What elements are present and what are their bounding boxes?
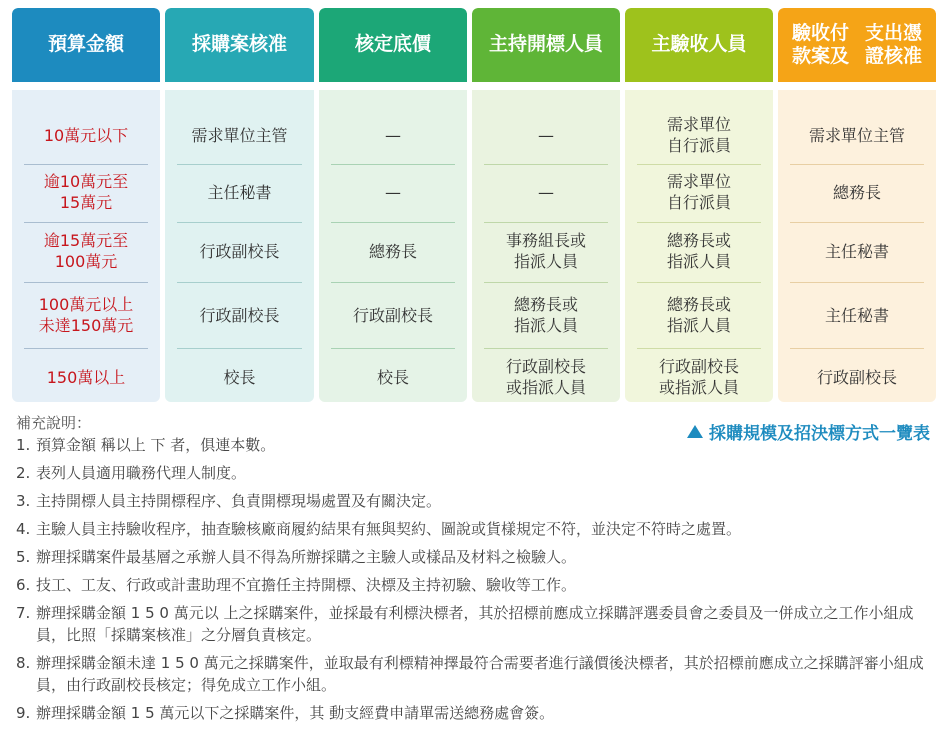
row-divider	[484, 164, 608, 165]
row-divider	[331, 222, 455, 223]
table-cell: 校長	[223, 367, 256, 387]
note-item	[16, 518, 932, 540]
note-number: 2.	[16, 464, 31, 482]
note-text: 主持開標人員主持開標程序、負責開標現場處置及有關決定。	[36, 492, 442, 510]
note-text: 主驗人員主持驗收程序，抽查驗核廠商履約結果有無與契約、圖說或貨樣規定不符，並決定不符時之處置。	[36, 520, 742, 538]
table-cell: 總務長或 指派人員	[513, 295, 578, 335]
table-cell: 行政副校長	[816, 367, 897, 387]
column-header: 採購案核准	[165, 8, 314, 82]
row-divider	[177, 348, 302, 349]
table-cell: 100萬元以上 未達150萬元	[38, 295, 134, 335]
procurement-table	[12, 8, 936, 402]
row-divider	[637, 348, 761, 349]
table-cell: 總務長	[832, 182, 881, 202]
table-cell: —	[538, 182, 554, 202]
column-base-price	[319, 8, 467, 402]
row-divider	[484, 348, 608, 349]
column-budget	[12, 8, 160, 402]
note-number: 9.	[16, 704, 31, 722]
column-body	[319, 90, 467, 402]
column-body	[165, 90, 314, 402]
column-header: 主持開標人員	[472, 8, 620, 82]
note-text: 表列人員適用職務代理人制度。	[36, 464, 247, 482]
row-divider	[637, 282, 761, 283]
note-item	[16, 546, 932, 568]
table-cell: 行政副校長 或指派人員	[505, 357, 586, 397]
row-divider	[24, 222, 148, 223]
column-body	[778, 90, 936, 402]
column-body	[12, 90, 160, 402]
row-divider	[637, 164, 761, 165]
row-divider	[177, 164, 302, 165]
note-item	[16, 652, 932, 696]
table-cell: 主任秘書	[824, 305, 889, 325]
note-number: 6.	[16, 576, 31, 594]
table-cell: 150萬以上	[46, 367, 126, 387]
note-item	[16, 490, 932, 512]
caption-text: 採購規模及招決標方式一覽表	[709, 424, 930, 444]
row-divider	[637, 222, 761, 223]
note-number: 7.	[16, 604, 31, 622]
note-number: 5.	[16, 548, 31, 566]
note-text: 辦理採購金額未達 1 5 0 萬元之採購案件，並取最有利標精神擇最符合需要者進行議價後決標者，其於招標前應成立之採購評審小組成員，由行政副校長核定；得免成立工作小組。	[36, 654, 924, 694]
table-cell: 行政副校長 或指派人員	[658, 357, 739, 397]
note-number: 1.	[16, 436, 31, 454]
row-divider	[331, 282, 455, 283]
row-divider	[177, 222, 302, 223]
row-divider	[24, 282, 148, 283]
column-body	[625, 90, 773, 402]
notes-list	[16, 434, 932, 724]
table-cell: 總務長或 指派人員	[666, 295, 731, 335]
column-inspector	[625, 8, 773, 402]
table-cell: 校長	[376, 367, 409, 387]
note-item	[16, 702, 932, 724]
column-header: 主驗收人員	[625, 8, 773, 82]
table-cell: 主任秘書	[207, 182, 272, 202]
note-number: 3.	[16, 492, 31, 510]
note-item	[16, 434, 932, 456]
table-cell: —	[385, 125, 401, 145]
row-divider	[177, 282, 302, 283]
table-cell: 需求單位 自行派員	[666, 115, 731, 155]
table-cell: —	[538, 125, 554, 145]
note-item	[16, 602, 932, 646]
table-cell: 行政副校長	[352, 305, 433, 325]
column-header: 預算金額	[12, 8, 160, 82]
table-cell: 行政副校長	[199, 305, 280, 325]
note-text: 辦理採購金額 1 5 萬元以下之採購案件，其 動支經費申請單需送總務處會簽。	[36, 704, 555, 722]
row-divider	[24, 164, 148, 165]
row-divider	[24, 348, 148, 349]
table-cell: 主任秘書	[824, 241, 889, 261]
note-text: 技工、工友、行政或計畫助理不宜擔任主持開標、決標及主持初驗、驗收等工作。	[36, 576, 577, 594]
row-divider	[790, 348, 924, 349]
row-divider	[790, 282, 924, 283]
note-text: 辦理採購金額 1 5 0 萬元以 上之採購案件，並採最有利標決標者，其於招標前應成立採購評選委員會之委員及一併成立之工作小組成員，比照「採購案核准」之分層負責核定。	[36, 604, 914, 644]
column-header: 驗收付款案及 支出憑證核准	[778, 8, 936, 82]
table-cell: 行政副校長	[199, 241, 280, 261]
table-cell: —	[385, 182, 401, 202]
row-divider	[790, 164, 924, 165]
column-approval	[165, 8, 314, 402]
row-divider	[484, 282, 608, 283]
note-item	[16, 574, 932, 596]
column-header: 核定底價	[319, 8, 467, 82]
table-cell: 事務組長或 指派人員	[505, 231, 586, 271]
column-body	[472, 90, 620, 402]
note-number: 8.	[16, 654, 31, 672]
row-divider	[484, 222, 608, 223]
notes-title: 補充說明：	[16, 414, 92, 432]
note-number: 4.	[16, 520, 31, 538]
row-divider	[331, 164, 455, 165]
table-cell: 需求單位主管	[808, 125, 905, 145]
table-cell: 需求單位主管	[191, 125, 288, 145]
row-divider	[790, 222, 924, 223]
notes-section	[16, 412, 932, 730]
note-text: 預算金額 稱以上 下 者，俱連本數。	[36, 436, 276, 454]
note-text: 辦理採購案件最基層之承辦人員不得為所辦採購之主驗人或樣品及材料之檢驗人。	[36, 548, 577, 566]
column-bid-opening	[472, 8, 620, 402]
row-divider	[331, 348, 455, 349]
table-cell: 需求單位 自行派員	[666, 172, 731, 212]
table-cell: 總務長或 指派人員	[666, 231, 731, 271]
note-item	[16, 462, 932, 484]
table-cell: 逾15萬元至 100萬元	[43, 231, 129, 271]
table-cell: 總務長	[368, 241, 417, 261]
column-payment-approval	[778, 8, 936, 402]
table-cell: 10萬元以下	[43, 125, 129, 145]
table-cell: 逾10萬元至 15萬元	[43, 172, 129, 212]
